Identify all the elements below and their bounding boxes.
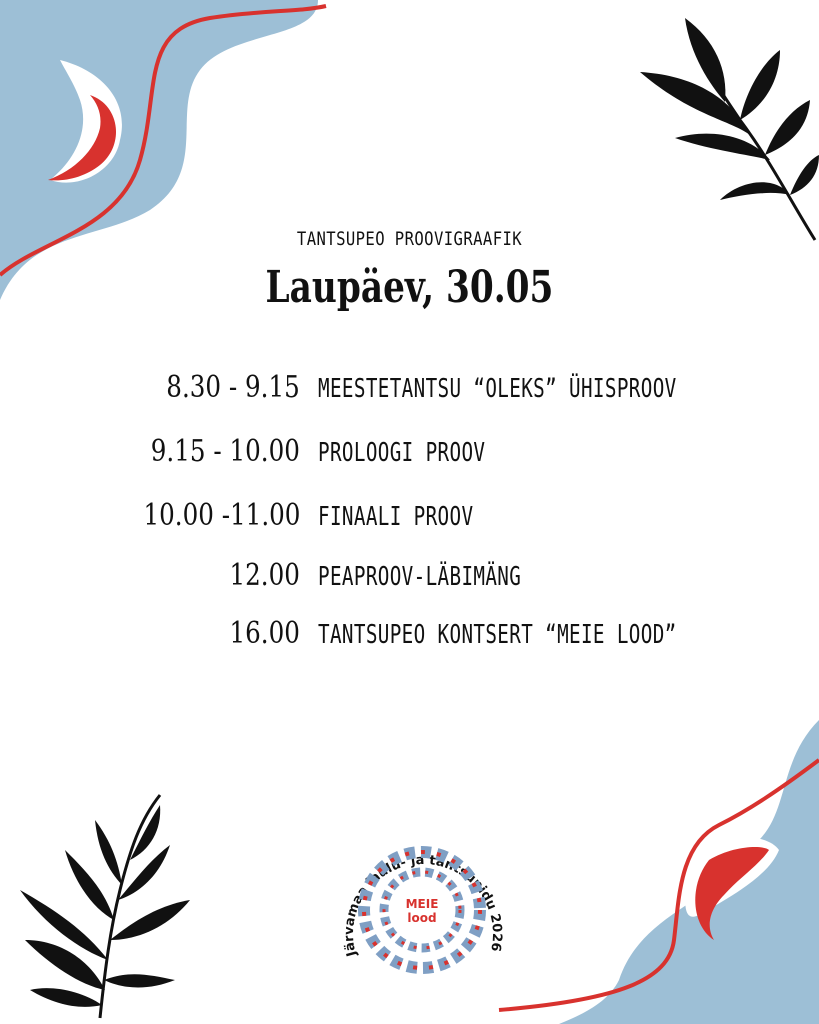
schedule-time: 8.30 - 9.15 <box>166 370 300 405</box>
schedule-event: PEAPROOV-LÄBIMÄNG <box>318 562 522 592</box>
schedule-event: PROLOOGI PROOV <box>318 438 486 468</box>
schedule-event: TANTSUPEO KONTSERT “MEIE LOOD” <box>318 620 677 650</box>
schedule-time: 12.00 <box>229 558 300 593</box>
subtitle: TANTSUPEO PROOVIGRAAFIK <box>296 228 523 250</box>
page-title: Laupäev, 30.05 <box>265 262 554 313</box>
schedule-event: MEESTETANTSU “OLEKS” ÜHISPROOV <box>318 374 677 404</box>
schedule-time: 16.00 <box>229 616 300 651</box>
schedule-row <box>0 498 819 538</box>
schedule-row <box>0 434 819 474</box>
logo-center-line2: lood <box>407 911 437 925</box>
schedule-row <box>0 616 819 656</box>
festival-logo <box>338 810 506 1002</box>
schedule-time: 10.00 -11.00 <box>143 498 300 533</box>
leaf-branch-icon <box>630 10 819 250</box>
schedule-time: 9.15 - 10.00 <box>150 434 300 469</box>
blue-wave-shape <box>0 0 318 300</box>
logo-center-line1: MEIE <box>405 897 439 911</box>
schedule-row <box>0 370 819 410</box>
fern-sprig-icon <box>10 790 200 1020</box>
bottom-right-decoration <box>479 700 819 1024</box>
schedule-event: FINAALI PROOV <box>318 502 474 532</box>
logo-ring-text: Järvamaa laulu- ja tantsupidu 2026 <box>341 852 505 958</box>
schedule-row <box>0 558 819 598</box>
